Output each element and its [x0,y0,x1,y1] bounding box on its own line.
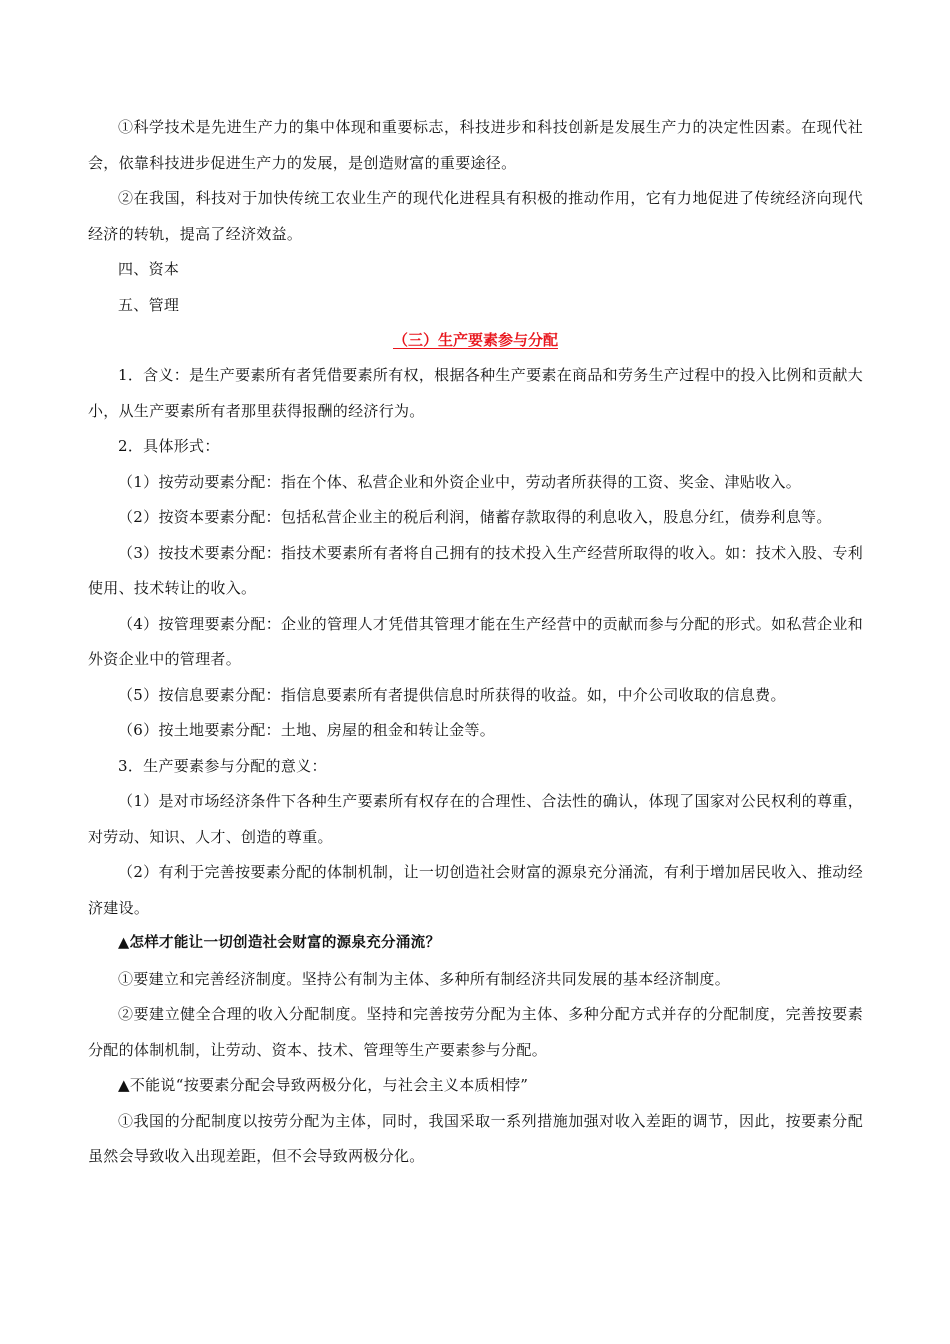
significance-item-1: （1）是对市场经济条件下各种生产要素所有权存在的合理性、合法性的确认，体现了国家对公民权利的尊重，对劳动、知识、人才、创造的尊重。 [88,792,863,846]
answer-1-2: ②要建立健全合理的收入分配制度。坚持和完善按劳分配为主体、多种分配方式并存的分配制度，完善按要素分配的体制机制，让劳动、资本、技术、管理等生产要素参与分配。 [88,1005,863,1059]
form-item-technology: （3）按技术要素分配：指技术要素所有者将自己拥有的技术投入生产经营所取得的收入。如：技术入股、专利使用、技术转让的收入。 [88,543,863,597]
answer-1-1: ①要建立和完善经济制度。坚持公有制为主体、多种所有制经济共同发展的基本经济制度。 [118,969,731,988]
answer-2-1: ①我国的分配制度以按劳分配为主体，同时，我国采取一系列措施加强对收入差距的调节，因此，按要素分配虽然会导致收入出现差距，但不会导致两极分化。 [88,1111,863,1165]
paragraph-tech-1: ①科学技术是先进生产力的集中体现和重要标志，科技进步和科技创新是发展生产力的决定性因素。在现代社会，依靠科技进步促进生产力的发展，是创造财富的重要途径。 [88,118,863,172]
question-heading-1: ▲怎样才能让一切创造社会财富的源泉充分涌流？ [118,935,441,951]
definition-paragraph: 1．含义：是生产要素所有者凭借要素所有权，根据各种生产要素在商品和劳务生产过程中的投入比例和贡献大小，从生产要素所有者那里获得报酬的经济行为。 [88,366,863,420]
form-item-management: （4）按管理要素分配：企业的管理人才凭借其管理才能在生产经营中的贡献而参与分配的形式。如私营企业和外资企业中的管理者。 [88,614,863,668]
form-item-land: （6）按土地要素分配：土地、房屋的租金和转让金等。 [118,721,496,739]
heading-capital: 四、资本 [118,260,180,278]
significance-heading: 3．生产要素参与分配的意义： [118,756,327,775]
significance-item-2: （2）有利于完善按要素分配的体制机制，让一切创造社会财富的源泉充分涌流，有利于增加居民收入、推动经济建设。 [88,863,863,917]
form-item-capital: （2）按资本要素分配：包括私营企业主的税后利润，储蓄存款取得的利息收入，股息分红，债券利息等。 [118,508,832,526]
form-item-labor: （1）按劳动要素分配：指在个体、私营企业和外资企业中，劳动者所获得的工资、奖金、津贴收入。 [118,472,802,491]
paragraph-tech-2: ②在我国，科技对于加快传统工农业生产的现代化进程具有积极的推动作用，它有力地促进了传统经济向现代经济的转轨，提高了经济效益。 [88,189,863,243]
heading-management: 五、管理 [118,295,180,314]
section-title: （三）生产要素参与分配 [392,331,558,349]
document-page [88,110,863,1175]
question-heading-2: ▲不能说“按要素分配会导致两极分化，与社会主义本质相悖” [118,1076,529,1094]
form-item-information: （5）按信息要素分配：指信息要素所有者提供信息时所获得的收益。如，中介公司收取的信息费。 [118,685,786,704]
forms-heading: 2．具体形式： [118,437,220,455]
